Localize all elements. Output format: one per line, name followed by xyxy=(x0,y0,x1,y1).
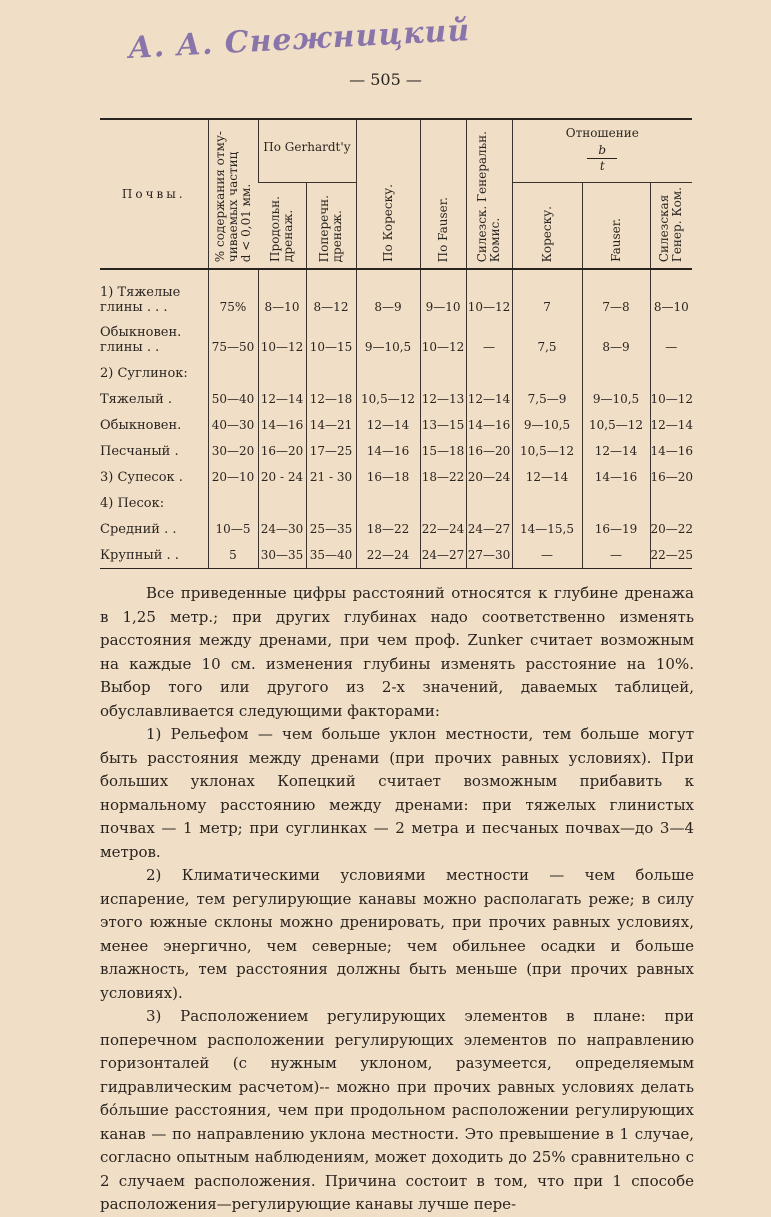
empty-cell xyxy=(258,490,306,516)
table-cell: 9—10,5 xyxy=(582,386,650,412)
table-cell: 9—10 xyxy=(420,300,466,320)
table-cell: 14—16 xyxy=(258,412,306,438)
spacer-cell xyxy=(100,269,208,280)
ratio-group-header: Отношение $\frac{b}{t}$ xyxy=(512,119,692,183)
empty-cell xyxy=(650,320,692,340)
empty-cell xyxy=(420,320,466,340)
table-cell: 5 xyxy=(208,542,258,569)
table-section-row xyxy=(100,490,692,516)
empty-cell xyxy=(512,320,582,340)
table-cell: 21 - 30 xyxy=(306,464,356,490)
empty-cell xyxy=(208,280,258,300)
row-label: Обыкновен. xyxy=(100,417,182,433)
table-cell: 30—20 xyxy=(208,438,258,464)
empty-cell xyxy=(306,280,356,300)
empty-cell xyxy=(306,360,356,386)
row-label: 3) Супесок . xyxy=(100,469,183,485)
table-cell: 16—20 xyxy=(258,438,306,464)
ratio-silesian-header: Силезская Генер. Ком. xyxy=(650,183,692,270)
soil-column-header: Почвы. xyxy=(100,119,208,269)
row-label-line2: глины . . xyxy=(100,340,160,356)
table-row xyxy=(100,300,692,320)
gerhardt-longitudinal-header: Продольн. дренаж. xyxy=(258,183,306,270)
table-cell: 10—12 xyxy=(650,386,692,412)
table-cell: 12—14 xyxy=(466,386,512,412)
table-cell: 15—18 xyxy=(420,438,466,464)
table-cell: 7 xyxy=(512,300,582,320)
table-row-top xyxy=(100,320,692,340)
table-cell: 30—35 xyxy=(258,542,306,569)
empty-cell xyxy=(356,280,420,300)
table-cell: 10,5—12 xyxy=(356,386,420,412)
table-cell: 10,5—12 xyxy=(582,412,650,438)
table-cell: 12—18 xyxy=(306,386,356,412)
table-cell: 16—20 xyxy=(650,464,692,490)
fauser-column-header: По Fauser. xyxy=(420,119,466,269)
empty-cell xyxy=(466,360,512,386)
table-cell: 10—12 xyxy=(420,340,466,360)
table-cell: 24—30 xyxy=(258,516,306,542)
row-label-line1: 1) Тяжелые xyxy=(100,285,181,301)
spacer-cell xyxy=(208,269,258,280)
table-cell: 50—40 xyxy=(208,386,258,412)
ratio-fraction: $\frac{b}{t}$ xyxy=(587,144,617,173)
empty-cell xyxy=(258,320,306,340)
empty-cell xyxy=(356,320,420,340)
table-cell: 10—5 xyxy=(208,516,258,542)
table-cell: 10—15 xyxy=(306,340,356,360)
spacer-cell xyxy=(466,269,512,280)
table-cell: 22—24 xyxy=(420,516,466,542)
empty-cell xyxy=(356,360,420,386)
empty-cell xyxy=(466,490,512,516)
table-cell: 16—19 xyxy=(582,516,650,542)
table-cell: — xyxy=(582,542,650,569)
table-row xyxy=(100,542,692,569)
table-cell: 8—12 xyxy=(306,300,356,320)
ratio-kopecky-header: Кореску. xyxy=(512,183,582,270)
empty-cell xyxy=(650,360,692,386)
spacer-cell xyxy=(306,269,356,280)
empty-cell xyxy=(258,360,306,386)
table-cell: 14—16 xyxy=(650,438,692,464)
ratio-fauser-header: Fauser. xyxy=(582,183,650,270)
paragraph-layout: 3) Расположением регулирующих элементов в плане: при поперечном расположении регулирующих элементов по направлению горизонталей (с нужным уклоном, разумеется, определяемым гидравлическим расчетом)-- можно при прочих равных условиях делать бо́льшие расстояния, чем при продольном расположении регулирующих канав — по направлению уклона местности. Это превышение в 1 случае, согласно опытным наблюдениям, может доходить до 25% сравнительно с 2 случаем расположения. Причина состоит в том, что при 1 способе расположения—регулирующие канавы лучше пере- xyxy=(100,1007,694,1213)
table-cell: 75—50 xyxy=(208,340,258,360)
empty-cell xyxy=(356,490,420,516)
table-cell: 14—16 xyxy=(356,438,420,464)
empty-cell xyxy=(650,490,692,516)
empty-cell xyxy=(512,490,582,516)
table-cell: 8—9 xyxy=(356,300,420,320)
table-row xyxy=(100,464,692,490)
table-cell: — xyxy=(512,542,582,569)
spacer-cell xyxy=(512,269,582,280)
spacer-cell xyxy=(582,269,650,280)
table-cell: 7,5—9 xyxy=(512,386,582,412)
spacer-cell xyxy=(356,269,420,280)
paragraph-climate: 2) Климатическими условиями местности — чем больше испарение, тем регулирующие канавы можно располагать реже; в силу этого южные склоны можно дренировать, при прочих равных условиях, менее энергично, чем северные; чем обильнее осадки и больше влажность, тем расстояния должны быть меньше (при прочих равных условиях). xyxy=(100,866,694,1002)
table-cell: 9—10,5 xyxy=(356,340,420,360)
empty-cell xyxy=(208,490,258,516)
table-cell: — xyxy=(466,340,512,360)
empty-cell xyxy=(650,280,692,300)
percent-column-header: % содержания отму- чиваемых частиц d < 0,01 мм. xyxy=(208,119,258,269)
section-label: 4) Песок: xyxy=(100,495,165,511)
table-cell: 16—20 xyxy=(466,438,512,464)
page-number: — 505 — xyxy=(349,70,422,89)
gerhardt-group-header: По Gerhardt'у xyxy=(258,119,356,183)
table-cell: 35—40 xyxy=(306,542,356,569)
spacer-cell xyxy=(420,269,466,280)
table-row xyxy=(100,386,692,412)
body-text xyxy=(100,582,694,1217)
table-cell: 20—24 xyxy=(466,464,512,490)
table-cell: 40—30 xyxy=(208,412,258,438)
empty-cell xyxy=(582,490,650,516)
empty-cell xyxy=(582,320,650,340)
table-row xyxy=(100,438,692,464)
table-cell: 14—16 xyxy=(466,412,512,438)
table-cell: 27—30 xyxy=(466,542,512,569)
table-cell: 10—12 xyxy=(466,300,512,320)
table-row-top xyxy=(100,280,692,300)
drain-spacing-table xyxy=(100,118,692,569)
table-cell: 10—12 xyxy=(258,340,306,360)
table-cell: 10,5—12 xyxy=(512,438,582,464)
table-row xyxy=(100,412,692,438)
spacer-cell xyxy=(258,269,306,280)
table-spacer-row xyxy=(100,269,692,280)
empty-cell xyxy=(208,360,258,386)
table-cell: 12—13 xyxy=(420,386,466,412)
row-label: Крупный . . xyxy=(100,542,208,569)
empty-cell xyxy=(420,360,466,386)
paragraph-intro: Все приведенные цифры расстояний относятся к глубине дренажа в 1,25 метр.; при других глубинах надо соответственно изменять расстояния между дренами, при чем проф. Zunker считает возможным на каждые 10 см. изменения глубины изменять расстояние на 10%. Выбор того или другого из 2-х значений, даваемых таблицей, обуславливается следующими факторами: xyxy=(100,584,694,720)
gerhardt-cross-header: Поперечн. дренаж. xyxy=(306,183,356,270)
table-cell: 14—21 xyxy=(306,412,356,438)
empty-cell xyxy=(512,280,582,300)
empty-cell xyxy=(258,280,306,300)
paragraph-relief: 1) Рельефом — чем больше уклон местности, тем больше могут быть расстояния между дренами (при прочих равных условиях). При больших уклонах Копецкий считает возможным прибавить к нормальному расстоянию между дренами: при тяжелых глинистых почвах — 1 метр; при суглинках — 2 метра и песчаных почвах—до 3—4 метров. xyxy=(100,725,694,861)
table-cell: 16—18 xyxy=(356,464,420,490)
table-cell: 18—22 xyxy=(420,464,466,490)
empty-cell xyxy=(306,320,356,340)
table-cell: 22—24 xyxy=(356,542,420,569)
table-cell: 17—25 xyxy=(306,438,356,464)
empty-cell xyxy=(582,360,650,386)
table-cell: — xyxy=(650,340,692,360)
kopecky-column-header: По Кореску. xyxy=(356,119,420,269)
row-label: Тяжелый . xyxy=(100,391,173,407)
silesian-column-header: Силезск. Генеральн. Комис. xyxy=(466,119,512,269)
table-cell: 14—15,5 xyxy=(512,516,582,542)
table-cell: 75% xyxy=(208,300,258,320)
row-label: Средний . . xyxy=(100,521,177,537)
table-cell: 12—14 xyxy=(650,412,692,438)
table-cell: 7—8 xyxy=(582,300,650,320)
table-cell: 12—14 xyxy=(512,464,582,490)
table-row xyxy=(100,340,692,360)
row-label-line2: глины . . . xyxy=(100,300,168,316)
table-cell: 20—10 xyxy=(208,464,258,490)
row-label: Песчаный . xyxy=(100,443,179,459)
table-cell: 18—22 xyxy=(356,516,420,542)
table-cell: 8—10 xyxy=(258,300,306,320)
table-cell: 12—14 xyxy=(356,412,420,438)
spacer-cell xyxy=(650,269,692,280)
table-cell: 24—27 xyxy=(420,542,466,569)
table-cell: 24—27 xyxy=(466,516,512,542)
table-cell: 12—14 xyxy=(582,438,650,464)
empty-cell xyxy=(466,280,512,300)
table-row xyxy=(100,516,692,542)
empty-cell xyxy=(306,490,356,516)
empty-cell xyxy=(512,360,582,386)
table-cell: 25—35 xyxy=(306,516,356,542)
table-body xyxy=(100,269,692,569)
empty-cell xyxy=(420,490,466,516)
table-cell: 8—9 xyxy=(582,340,650,360)
table-cell: 20 - 24 xyxy=(258,464,306,490)
empty-cell xyxy=(582,280,650,300)
table-section-row xyxy=(100,360,692,386)
table-cell: 7,5 xyxy=(512,340,582,360)
table-cell: 14—16 xyxy=(582,464,650,490)
table-cell: 9—10,5 xyxy=(512,412,582,438)
table-cell: 12—14 xyxy=(258,386,306,412)
section-label: 2) Суглинок: xyxy=(100,365,188,381)
row-label-line1: Обыкновен. xyxy=(100,325,182,341)
empty-cell xyxy=(420,280,466,300)
table-cell: 8—10 xyxy=(650,300,692,320)
table-cell: 13—15 xyxy=(420,412,466,438)
table-cell: 22—25 xyxy=(650,542,692,569)
empty-cell xyxy=(466,320,512,340)
ownership-stamp: А. А. Снежницкий xyxy=(127,13,472,66)
empty-cell xyxy=(208,320,258,340)
table-cell: 20—22 xyxy=(650,516,692,542)
